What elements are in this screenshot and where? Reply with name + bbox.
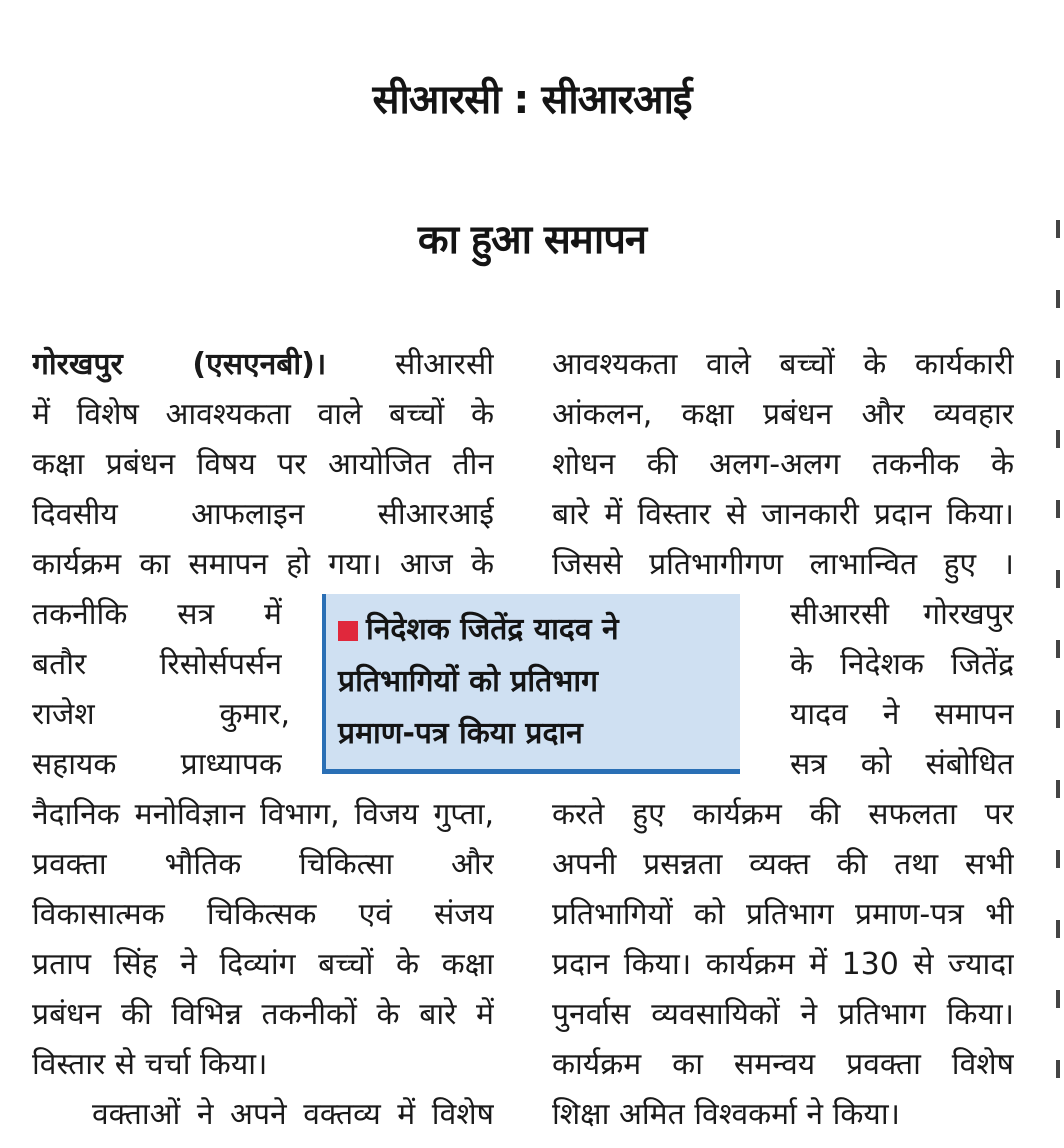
article-line: आवश्यकता वाले बच्चों के कार्यकारी — [552, 347, 1014, 382]
article-line: जिससे प्रतिभागीगण लाभान्वित हुए । — [552, 547, 1014, 582]
article-line — [32, 340, 494, 390]
headline-line-1: सीआरसी : सीआरआई — [372, 77, 692, 123]
article-line: करते हुए कार्यक्रम की सफलता पर — [552, 797, 1014, 832]
article-line: बतौर रिसोर्सपर्सन — [32, 647, 282, 682]
pull-quote-text: निदेशक जितेंद्र यादव ने — [366, 612, 619, 647]
article-line: कक्षा प्रबंधन विषय पर आयोजित तीन — [32, 447, 494, 482]
article-line: के निदेशक जितेंद्र — [790, 647, 1014, 682]
article-line: नैदानिक मनोविज्ञान विभाग, विजय गुप्ता, — [32, 797, 494, 832]
article-text: सीआरसी — [394, 347, 494, 382]
article-line: प्रबंधन की विभिन्न तकनीकों के बारे में — [32, 997, 494, 1032]
article-line: विस्तार से चर्चा किया। — [32, 1047, 268, 1082]
adjacent-column-edge — [1056, 220, 1060, 1140]
red-square-bullet-icon — [338, 621, 358, 641]
article-line: अपनी प्रसन्नता व्यक्त की तथा सभी — [552, 847, 1014, 882]
article-line: पुनर्वास व्यवसायिकों ने प्रतिभाग किया। — [552, 997, 1014, 1032]
article-line: शिक्षा अमित विश्वकर्मा ने किया। — [552, 1097, 900, 1132]
article-line: सीआरसी गोरखपुर — [790, 597, 1014, 632]
article-line: शोधन की अलग-अलग तकनीक के — [552, 447, 1014, 482]
article-line: वक्ताओं ने अपने वक्तव्य में विशेष — [92, 1097, 494, 1132]
pull-quote-line-1 — [338, 604, 730, 656]
article-line: दिवसीय आफलाइन सीआरआई — [32, 497, 494, 532]
article-line: यादव ने समापन — [790, 697, 1014, 732]
article-line: सहायक प्राध्यापक — [32, 747, 282, 782]
article-line: प्रदान किया। कार्यक्रम में 130 से ज्यादा — [552, 947, 1014, 982]
dateline: गोरखपुर (एसएनबी)। — [32, 347, 327, 382]
article-line: विकासात्मक चिकित्सक एवं संजय — [32, 897, 494, 932]
article-line: कार्यक्रम का समापन हो गया। आज के — [32, 547, 494, 582]
article-line: तकनीकि सत्र में — [32, 597, 282, 632]
article-line: सत्र को संबोधित — [790, 747, 1014, 782]
article-line: आंकलन, कक्षा प्रबंधन और व्यवहार — [552, 397, 1014, 432]
pull-quote-line-3: प्रमाण-पत्र किया प्रदान — [338, 716, 583, 751]
article-line: प्रवक्ता भौतिक चिकित्सा और — [32, 847, 494, 882]
article-line: राजेश कुमार, — [32, 697, 290, 732]
article-line: प्रताप सिंह ने दिव्यांग बच्चों के कक्षा — [32, 947, 494, 982]
article-line: प्रतिभागियों को प्रतिभाग प्रमाण-पत्र भी — [552, 897, 1014, 932]
article-line: बारे में विस्तार से जानकारी प्रदान किया। — [552, 497, 1014, 532]
headline-line-2: का हुआ समापन — [417, 217, 647, 263]
article-line: कार्यक्रम का समन्वय प्रवक्ता विशेष — [552, 1047, 1014, 1082]
pull-quote-line-2: प्रतिभागियों को प्रतिभाग — [338, 664, 599, 699]
pull-quote-box — [322, 594, 740, 774]
article-line: में विशेष आवश्यकता वाले बच्चों के — [32, 397, 494, 432]
